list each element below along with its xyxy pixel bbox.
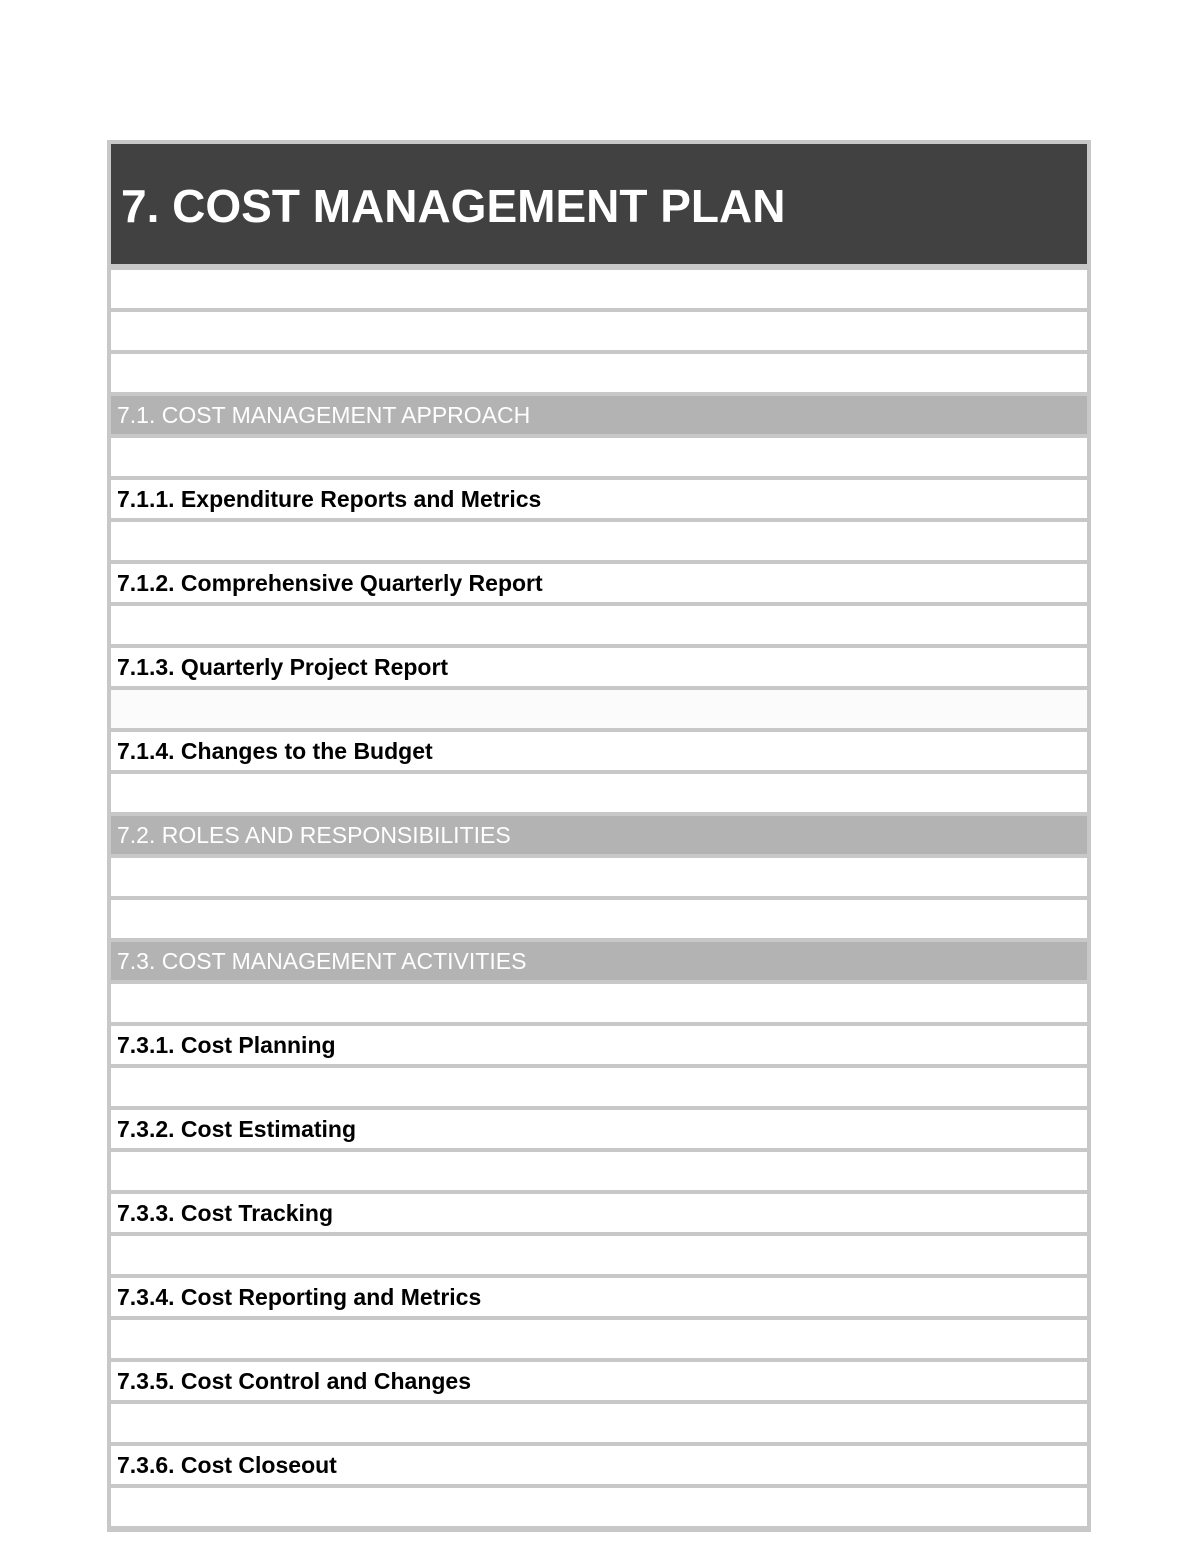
blank-row <box>111 354 1087 392</box>
blank-row <box>111 1320 1087 1358</box>
blank-row <box>111 1488 1087 1526</box>
blank-row <box>111 984 1087 1022</box>
subsection-heading: 7.3.6. Cost Closeout <box>111 1446 1087 1484</box>
blank-row <box>111 900 1087 938</box>
blank-row <box>111 312 1087 350</box>
subsection-heading: 7.3.5. Cost Control and Changes <box>111 1362 1087 1400</box>
blank-row <box>111 1404 1087 1442</box>
subsection-heading: 7.3.4. Cost Reporting and Metrics <box>111 1278 1087 1316</box>
blank-row <box>111 438 1087 476</box>
subsection-heading: 7.1.4. Changes to the Budget <box>111 732 1087 770</box>
blank-row <box>111 270 1087 308</box>
section-heading: 7.2. ROLES AND RESPONSIBILITIES <box>111 816 1087 854</box>
blank-row <box>111 690 1087 728</box>
section-heading: 7.1. COST MANAGEMENT APPROACH <box>111 396 1087 434</box>
section-heading: 7.3. COST MANAGEMENT ACTIVITIES <box>111 942 1087 980</box>
document-rows <box>111 270 1087 1526</box>
blank-row <box>111 1068 1087 1106</box>
subsection-heading: 7.1.1. Expenditure Reports and Metrics <box>111 480 1087 518</box>
subsection-heading: 7.1.2. Comprehensive Quarterly Report <box>111 564 1087 602</box>
page-title: 7. COST MANAGEMENT PLAN <box>111 144 1087 264</box>
cost-management-plan-table <box>107 140 1091 1532</box>
blank-row <box>111 858 1087 896</box>
blank-row <box>111 522 1087 560</box>
blank-row <box>111 606 1087 644</box>
subsection-heading: 7.1.3. Quarterly Project Report <box>111 648 1087 686</box>
subsection-heading: 7.3.3. Cost Tracking <box>111 1194 1087 1232</box>
blank-row <box>111 1236 1087 1274</box>
subsection-heading: 7.3.2. Cost Estimating <box>111 1110 1087 1148</box>
subsection-heading: 7.3.1. Cost Planning <box>111 1026 1087 1064</box>
blank-row <box>111 1152 1087 1190</box>
blank-row <box>111 774 1087 812</box>
